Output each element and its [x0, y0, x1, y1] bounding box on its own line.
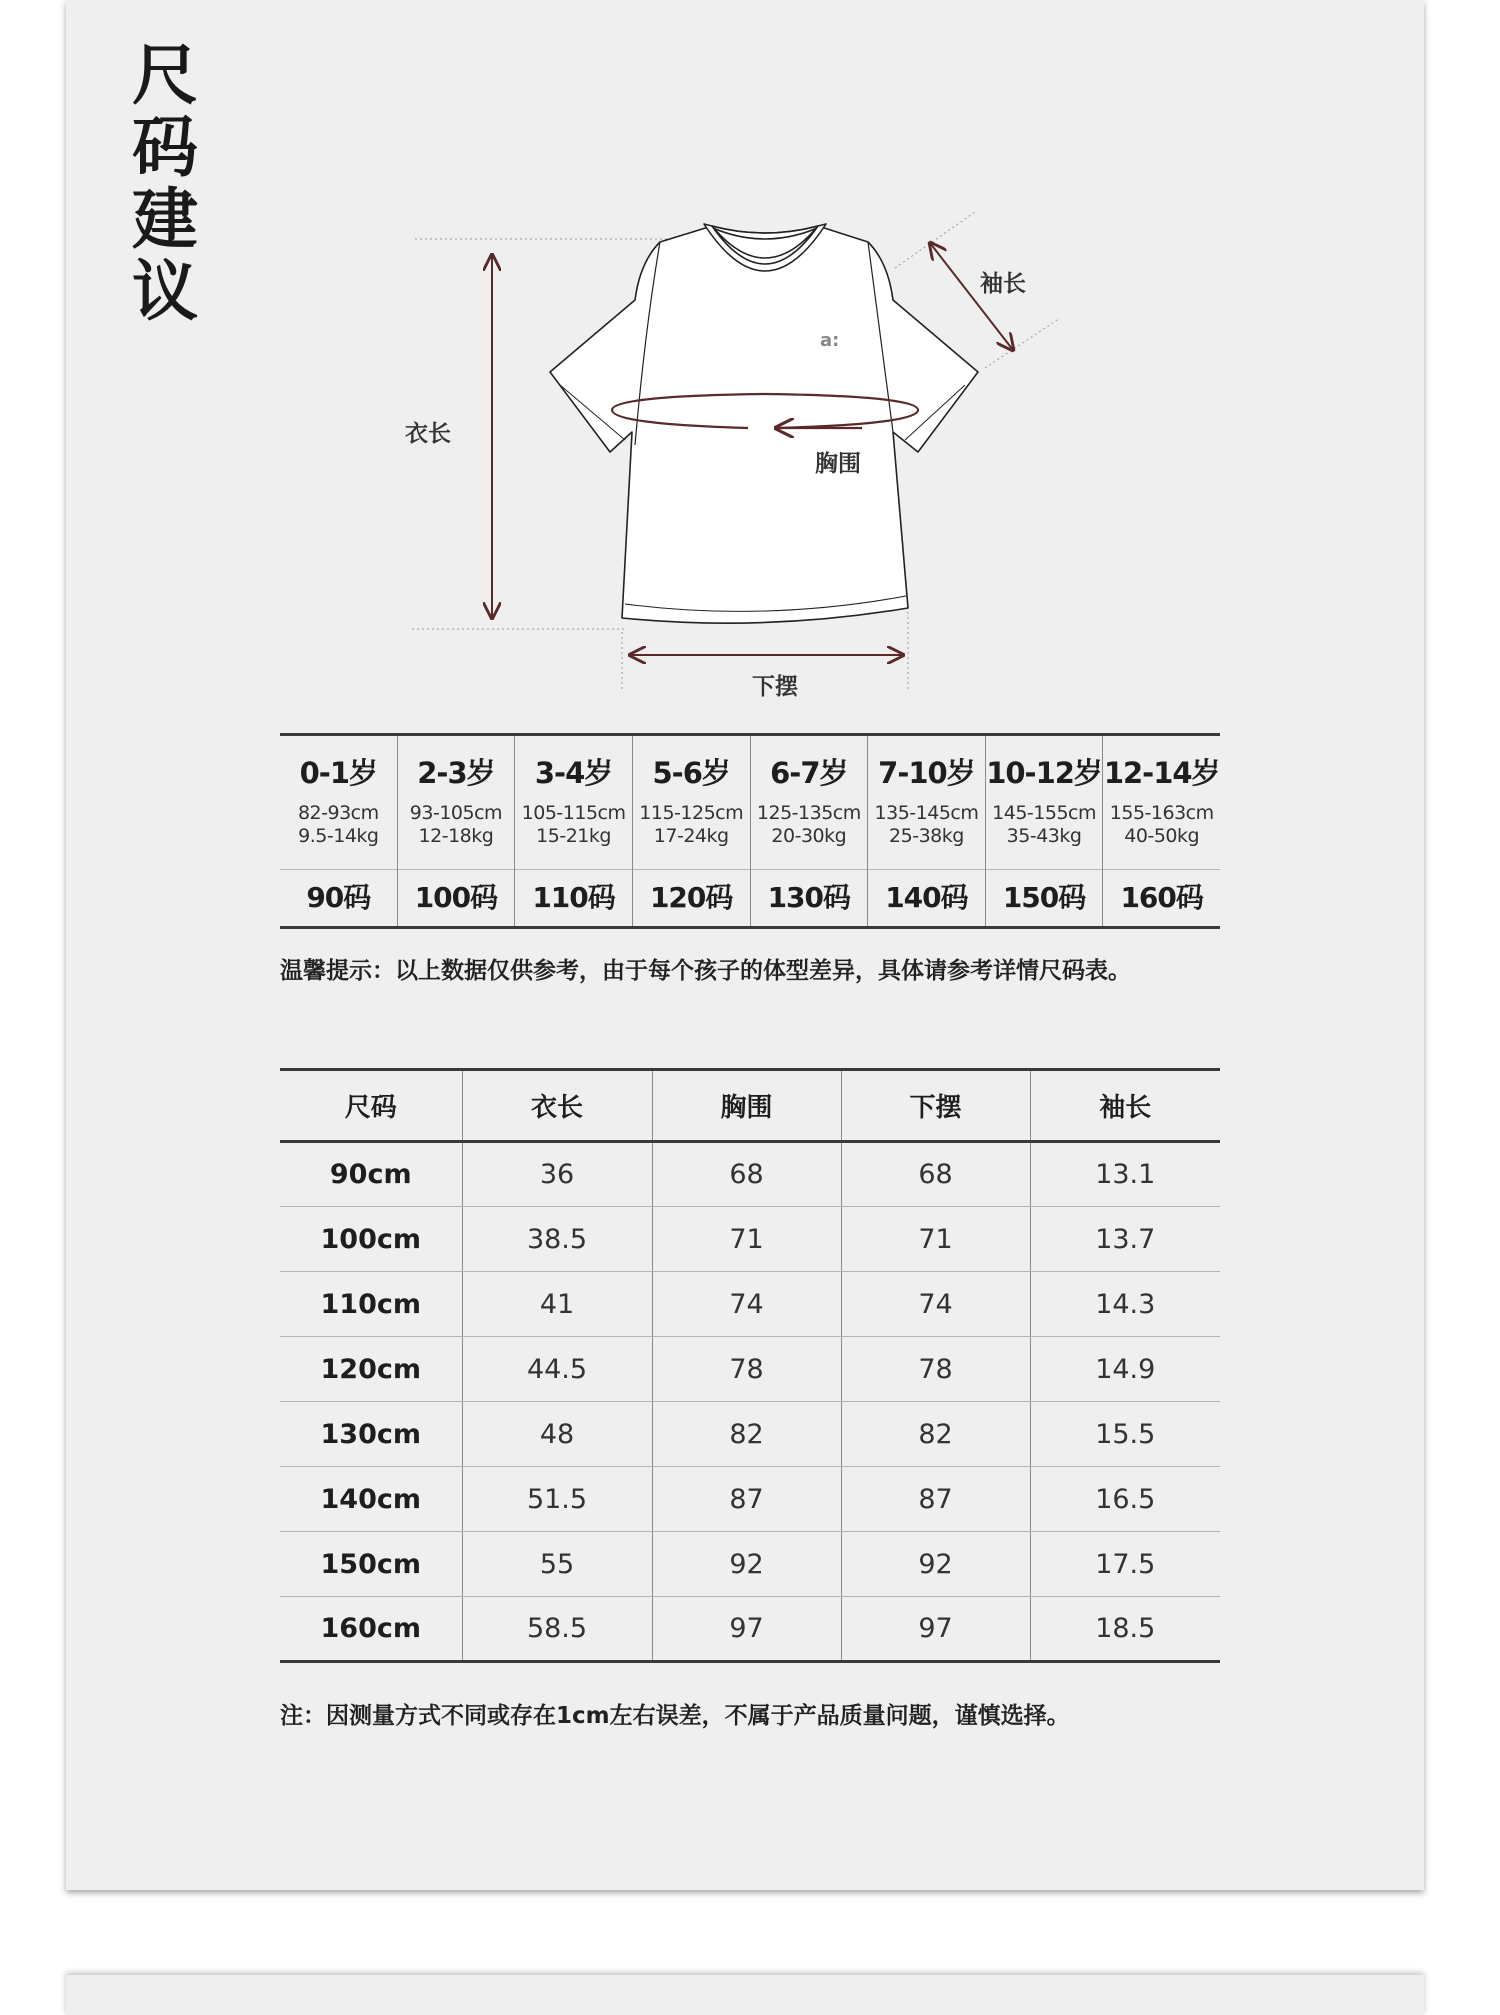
table-cell: 14.3	[1030, 1272, 1220, 1337]
table-cell: 14.9	[1030, 1337, 1220, 1402]
footnote: 注：因测量方式不同或存在1cm左右误差，不属于产品质量问题，谨慎选择。	[280, 1703, 1070, 1729]
height-range: 82-93cm	[297, 802, 379, 824]
size-tip: 温馨提示：以上数据仅供参考，由于每个孩子的体型差异，具体请参考详情尺码表。	[280, 958, 1131, 984]
height-range: 135-145cm	[874, 802, 979, 824]
tshirt-diagram	[0, 0, 1500, 720]
table-row	[280, 1142, 1220, 1207]
table-row	[280, 1337, 1220, 1402]
table-cell: 150cm	[280, 1532, 462, 1597]
age-column	[985, 736, 1103, 926]
table-cell: 13.7	[1030, 1207, 1220, 1272]
age-size-table	[280, 733, 1220, 929]
table-cell: 87	[841, 1467, 1030, 1532]
recommended-size: 160码	[1120, 881, 1203, 914]
table-cell: 82	[652, 1402, 841, 1467]
column-header: 衣长	[462, 1070, 652, 1142]
weight-range: 35-43kg	[1006, 825, 1082, 847]
weight-range: 40-50kg	[1124, 825, 1200, 847]
height-range: 115-125cm	[639, 802, 744, 824]
weight-range: 25-38kg	[889, 825, 964, 847]
table-cell: 13.1	[1030, 1142, 1220, 1207]
column-header: 尺码	[280, 1070, 462, 1142]
age-label: 2-3岁	[417, 756, 495, 790]
height-range: 93-105cm	[409, 802, 503, 824]
table-cell: 92	[652, 1532, 841, 1597]
table-cell: 140cm	[280, 1467, 462, 1532]
table-cell: 97	[652, 1597, 841, 1662]
measurement-table	[280, 1068, 1220, 1663]
table-row	[280, 1272, 1220, 1337]
table-header-row	[280, 1070, 1220, 1142]
recommended-size: 140码	[885, 881, 968, 914]
recommended-size: 150码	[1002, 881, 1086, 914]
tshirt-outline	[550, 224, 978, 623]
table-cell: 44.5	[462, 1337, 652, 1402]
column-header: 袖长	[1030, 1070, 1220, 1142]
age-column	[750, 736, 868, 926]
table-row	[280, 1467, 1220, 1532]
table-cell: 68	[841, 1142, 1030, 1207]
table-cell: 130cm	[280, 1402, 462, 1467]
age-label: 0-1岁	[299, 756, 378, 790]
recommended-size: 90码	[306, 881, 371, 914]
height-range: 145-155cm	[992, 802, 1096, 824]
age-label: 7-10岁	[878, 756, 975, 790]
hem-label: 下摆	[752, 674, 798, 700]
weight-range: 12-18kg	[418, 825, 494, 847]
table-cell: 38.5	[462, 1207, 652, 1272]
table-cell: 78	[652, 1337, 841, 1402]
recommended-size: 130码	[767, 881, 851, 914]
age-label: 10-12岁	[986, 756, 1102, 790]
table-cell: 110cm	[280, 1272, 462, 1337]
table-cell: 68	[652, 1142, 841, 1207]
table-cell: 55	[462, 1532, 652, 1597]
length-label: 衣长	[405, 421, 451, 447]
table-row	[280, 1597, 1220, 1662]
age-label: 6-7岁	[770, 756, 848, 790]
page-title: 尺 码 建 议	[132, 37, 198, 330]
table-cell: 100cm	[280, 1207, 462, 1272]
weight-range: 15-21kg	[536, 825, 611, 847]
table-cell: 16.5	[1030, 1467, 1220, 1532]
column-header: 胸围	[652, 1070, 841, 1142]
recommended-size: 110码	[532, 881, 615, 914]
table-cell: 17.5	[1030, 1532, 1220, 1597]
height-range: 125-135cm	[756, 802, 861, 824]
table-cell: 97	[841, 1597, 1030, 1662]
age-column	[397, 736, 515, 926]
table-cell: 82	[841, 1402, 1030, 1467]
brand-logo: a:	[820, 330, 840, 351]
column-header: 下摆	[841, 1070, 1030, 1142]
table-cell: 92	[841, 1532, 1030, 1597]
table-cell: 36	[462, 1142, 652, 1207]
table-cell: 51.5	[462, 1467, 652, 1532]
weight-range: 9.5-14kg	[298, 825, 379, 847]
age-column	[280, 736, 397, 926]
table-row	[280, 1402, 1220, 1467]
table-cell: 74	[841, 1272, 1030, 1337]
next-card-edge	[66, 1975, 1424, 2015]
recommended-size: 100码	[414, 881, 498, 914]
table-cell: 58.5	[462, 1597, 652, 1662]
weight-range: 17-24kg	[653, 825, 729, 847]
table-cell: 71	[841, 1207, 1030, 1272]
table-cell: 120cm	[280, 1337, 462, 1402]
recommended-size: 120码	[649, 881, 733, 914]
weight-range: 20-30kg	[771, 825, 847, 847]
table-cell: 160cm	[320, 1613, 421, 1644]
height-range: 155-163cm	[1109, 802, 1214, 824]
table-cell: 18.5	[1030, 1597, 1220, 1662]
table-cell: 41	[462, 1272, 652, 1337]
table-cell: 78	[841, 1337, 1030, 1402]
table-cell: 87	[652, 1467, 841, 1532]
table-cell: 15.5	[1030, 1402, 1220, 1467]
table-cell: 48	[462, 1402, 652, 1467]
age-column	[632, 736, 750, 926]
age-column	[1102, 736, 1220, 926]
table-row	[280, 1207, 1220, 1272]
age-column	[514, 736, 632, 926]
age-label: 3-4岁	[534, 756, 613, 790]
table-row	[280, 1532, 1220, 1597]
table-cell: 74	[652, 1272, 841, 1337]
age-column	[867, 736, 985, 926]
table-cell: 90cm	[280, 1142, 462, 1207]
table-cell: 71	[652, 1207, 841, 1272]
sleeve-label: 袖长	[980, 271, 1026, 297]
age-label: 12-14岁	[1103, 756, 1220, 790]
age-label: 5-6岁	[652, 756, 730, 790]
chest-label: 胸围	[815, 451, 861, 477]
height-range: 105-115cm	[521, 802, 626, 824]
